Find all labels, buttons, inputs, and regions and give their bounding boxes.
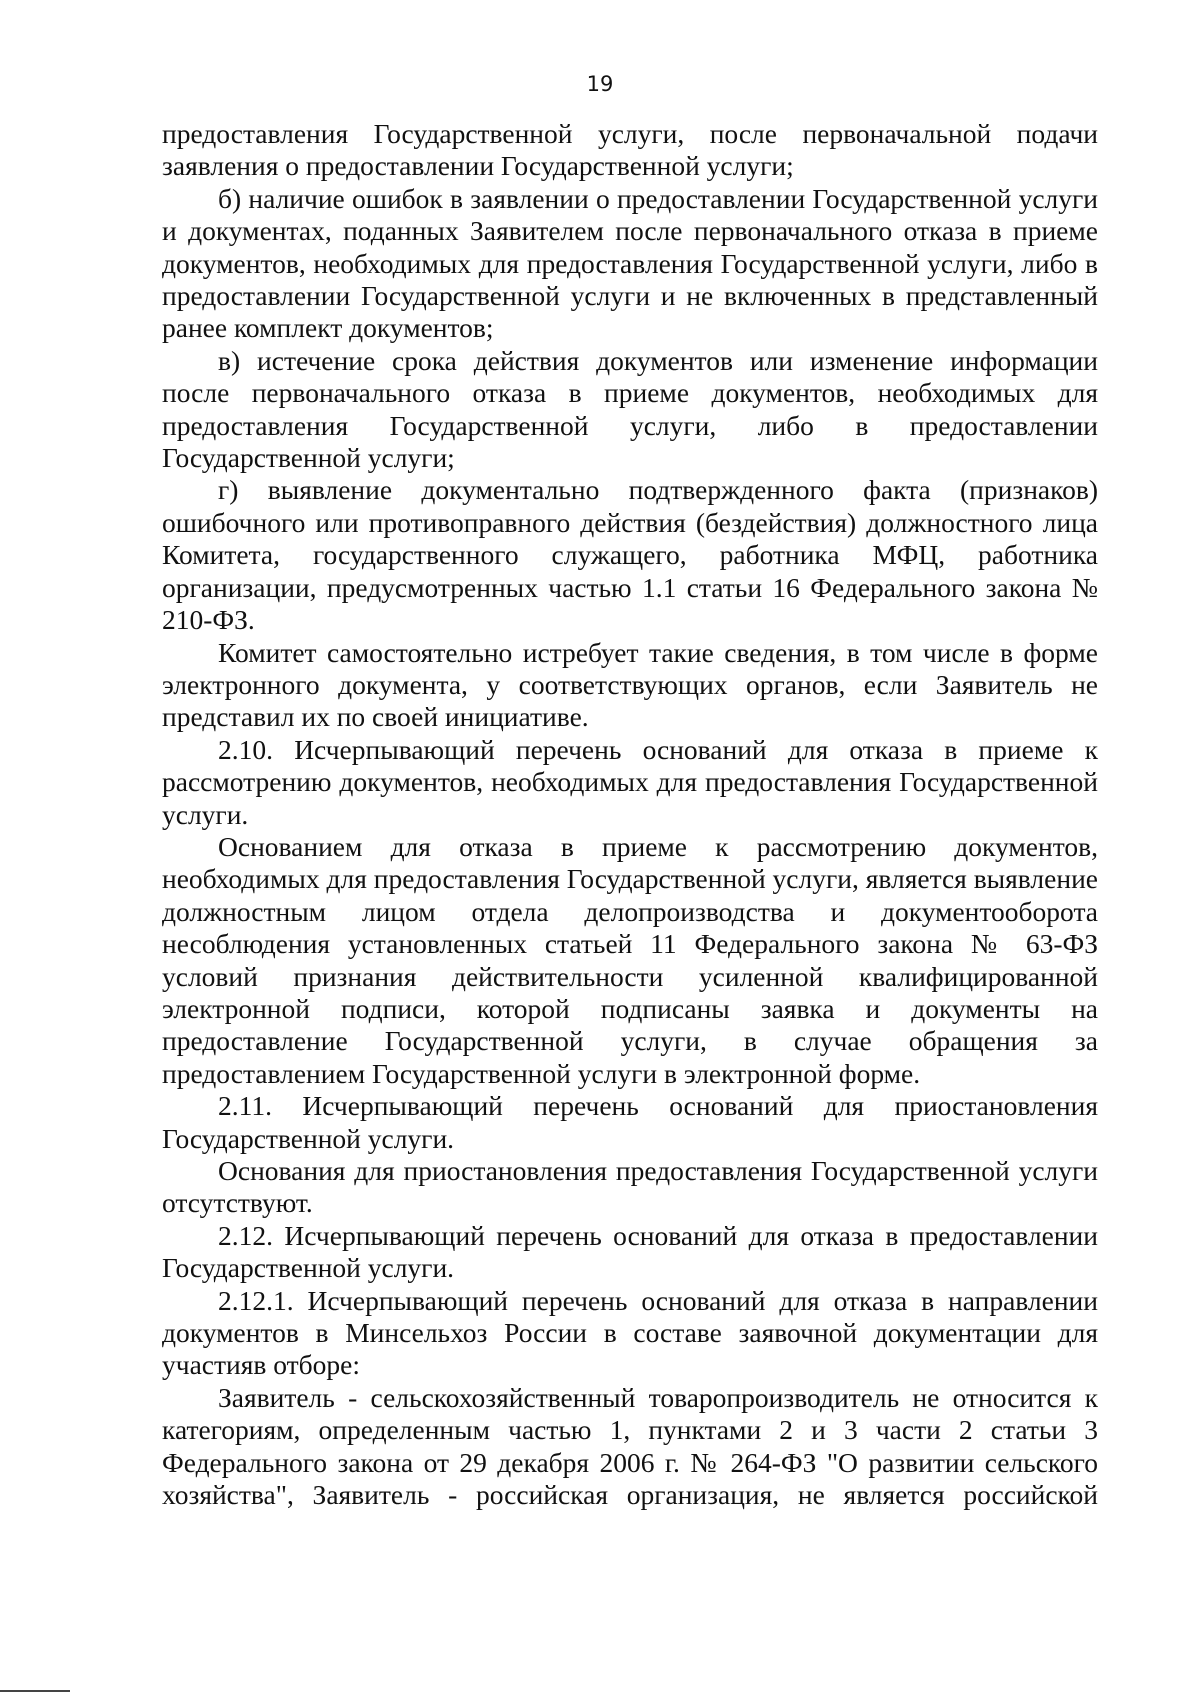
- paragraph-suspension: Основания для приостановления предоставления Государственной услуги отсутствуют.: [162, 1155, 1098, 1219]
- page-number: 19: [586, 72, 614, 96]
- paragraph-committee: Комитет самостоятельно истребует такие сведения, в том числе в форме электронного документа, у соответствующих органов, если Заявитель не представил их по своей инициативе.: [162, 636, 1098, 733]
- paragraph-item-v: в) истечение срока действия документов или изменение информации после первоначального отказа в приеме документов, необходимых для предоставления Государственной услуги, либо в предоставлении Государственной услуги;: [162, 344, 1098, 474]
- paragraph-refusal-grounds: Основанием для отказа в приеме к рассмотрению документов, необходимых для предоставления Государственной услуги, является выявление должностным лицом отдела делопроизводства и документооборота несоблюдения установленных статьей 11 Федерального закона № 63-ФЗ условий признания действительности усиленной квалифицированной электронной подписи, которой подписаны заявка и документы на предоставление Государственной услуги, в случае обращения за предоставлением Государственной услуги в электронной форме.: [162, 830, 1098, 1089]
- section-2-10-heading: 2.10. Исчерпывающий перечень оснований для отказа в приеме к рассмотрению документов, необходимых для предоставления Государственной услуги.: [162, 733, 1098, 830]
- paragraph-item-g: г) выявление документально подтвержденного факта (признаков) ошибочного или противоправного действия (бездействия) должностного лица Комитета, государственного служащего, работника МФЦ, работника организации, предусмотренных частью 1.1 статьи 16 Федерального закона № 210-ФЗ.: [162, 474, 1098, 636]
- section-2-12-heading: 2.12. Исчерпывающий перечень оснований для отказа в предоставлении Государственной услуги.: [162, 1219, 1098, 1284]
- document-body: [162, 118, 1098, 1511]
- paragraph-applicant: Заявитель - сельскохозяйственный товаропроизводитель не относится к категориям, определенным частью 1, пунктами 2 и 3 части 2 статьи 3 Федерального закона от 29 декабря 2006 г. № 264-ФЗ "О развитии сельского хозяйства", Заявитель - российская организация, не является российской: [162, 1381, 1098, 1511]
- paragraph-continuation: предоставления Государственной услуги, после первоначальной подачи заявления о предоставлении Государственной услуги;: [162, 118, 1098, 182]
- section-2-12-1-heading: 2.12.1. Исчерпывающий перечень оснований для отказа в направлении документов в Минсельхоз России в составе заявочной документации для участияв отборе:: [162, 1284, 1098, 1381]
- scan-edge-mark: [0, 1690, 70, 1692]
- paragraph-item-b: б) наличие ошибок в заявлении о предоставлении Государственной услуги и документах, поданных Заявителем после первоначального отказа в приеме документов, необходимых для предоставления Государственной услуги, либо в предоставлении Государственной услуги и не включенных в представленный ранее комплект документов;: [162, 182, 1098, 344]
- section-2-11-heading: 2.11. Исчерпывающий перечень оснований для приостановления Государственной услуги.: [162, 1090, 1098, 1154]
